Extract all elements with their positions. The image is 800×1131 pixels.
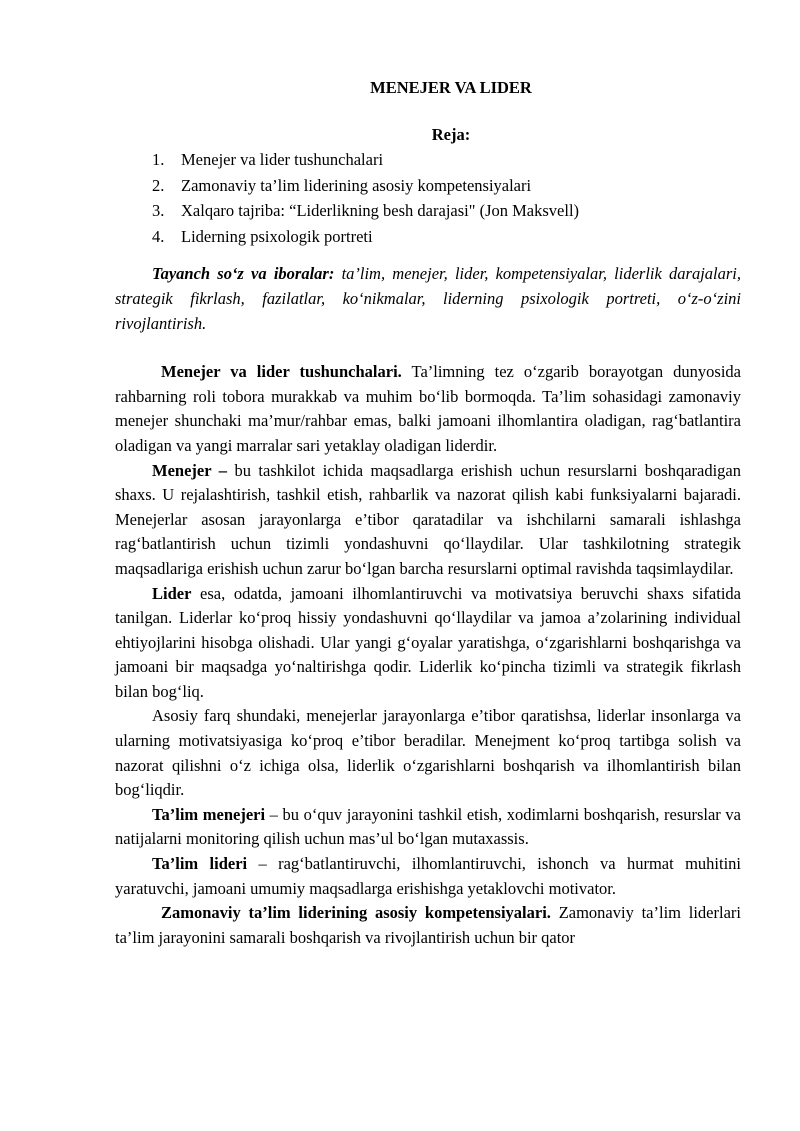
document-title: MENEJER VA LIDER (370, 78, 532, 97)
paragraph-text: esa, odatda, jamoani ilhomlantiruvchi va motivatsiya beruvchi shaxs sifatida tanilgan. Liderlar ko‘proq hissiy yondashuvni qo‘llaydilar va jamoa a’zolarining individual ehtiyojlarini hisobga olishadi. Ular yangi g‘oyalar yaratishga, o‘zgarishlarni boshqarishga va jamoani bir maqsadga yo‘naltirishga qodir. Liderlik ko‘pincha tizimli va strategik fikrlash bilan bog‘liq. (115, 583, 741, 701)
plan-item-number: 3. (152, 201, 165, 221)
term-leader: Lider (152, 583, 192, 603)
paragraph-text: bu tashkilot ichida maqsadlarga erishish uchun resurslarni boshqaradigan shaxs. U rejalashtirish, tashkil etish, rahbarlik va nazorat qilish kabi funksiyalarni bajaradi. Menejerlar asosan jarayonlarga e’tibor qaratadilar va ishchilarni samarali ishlashga rag‘batlantirish uchun tizimli yondashuvni qo‘llaydilar. Ular tashkilotning strategik maqsadlariga erishish uchun zarur bo‘lgan barcha resurslarni optimal ravishda taqsimlaydilar. (115, 460, 741, 578)
paragraph-difference: Asosiy farq shundaki, menejerlar jarayonlarga e’tibor qaratishsa, liderlar insonlarga va ularning motivatsiyasiga ko‘proq e’tibor beradilar. Menejment ko‘proq tartibga solish va nazorat qilishni o‘z ichiga olsa, liderlik o‘zgarishlarni boshqarish va ilhomlantirish bilan bog‘liqdir. (115, 706, 741, 800)
paragraph-concepts (115, 360, 741, 458)
plan-item (115, 147, 741, 173)
term-manager: Menejer – (152, 460, 227, 480)
paragraph-leader (115, 582, 741, 705)
keywords-label: Tayanch so‘z va iboralar: (152, 264, 335, 284)
paragraph-education-leader (115, 852, 741, 901)
paragraph-competencies (115, 901, 741, 950)
paragraph-text: – bu o‘quv jarayonini tashkil etish, xodimlarni boshqarish, resurslar va natijalarni monitoring qilish uchun mas’ul bo‘lgan mutaxassis. (115, 804, 741, 849)
plan-item-text: Menejer va lider tushunchalari (181, 150, 384, 169)
plan-item-text: Zamonaviy ta’lim liderining asosiy kompetensiyalari (181, 175, 532, 195)
plan-list (115, 147, 741, 249)
paragraph-manager (115, 459, 741, 582)
term-education-leader: Ta’lim lideri (152, 854, 248, 874)
paragraph-text: Ta’limning tez o‘zgarib borayotgan dunyosida rahbarning roli tobora murakkab va muhim bo‘lib bormoqda. Ta’lim sohasidagi zamonaviy menejer shunchaki ma’mur/rahbar emas, balki jamoani ilhomlantira oladigan, rag‘batlantira oladigan va yangi marralar sari yetaklay oladigan liderdir. (115, 362, 741, 455)
keywords-paragraph (115, 262, 741, 336)
plan-item-text: Xalqaro tajriba: “Liderlikning besh darajasi" (Jon Maksvell) (181, 201, 580, 221)
plan-item (115, 198, 741, 224)
plan-item (115, 173, 741, 199)
term-education-manager: Ta’lim menejeri (152, 804, 266, 824)
keywords-text: ta’lim, menejer, lider, kompetensiyalar, liderlik darajalari, strategik fikrlash, fazilatlar, ko‘nikmalar, liderning psixologik portreti, o‘z-o‘zini rivojlantirish. (115, 264, 741, 333)
plan-heading: Reja: (431, 125, 471, 144)
plan-item-number: 2. (152, 175, 165, 195)
paragraph-text: Zamonaviy ta’lim liderlari ta’lim jarayonini samarali boshqarish va rivojlantirish uchun bir qator (115, 903, 741, 947)
plan-item (115, 224, 741, 250)
section-heading-competencies: Zamonaviy ta’lim liderining asosiy kompetensiyalari. (161, 903, 551, 923)
plan-item-text: Liderning psixologik portreti (181, 226, 373, 246)
paragraph-text: – rag‘batlantiruvchi, ilhomlantiruvchi, ishonch va hurmat muhitini yaratuvchi, jamoani umumiy maqsadlarga erishishga yetaklovchi motivator. (115, 854, 741, 898)
paragraph-education-manager (115, 803, 741, 852)
plan-item-number: 4. (152, 226, 165, 246)
section-heading-concepts: Menejer va lider tushunchalari. (161, 362, 402, 382)
document-body (115, 76, 741, 950)
plan-item-number: 1. (152, 150, 165, 169)
